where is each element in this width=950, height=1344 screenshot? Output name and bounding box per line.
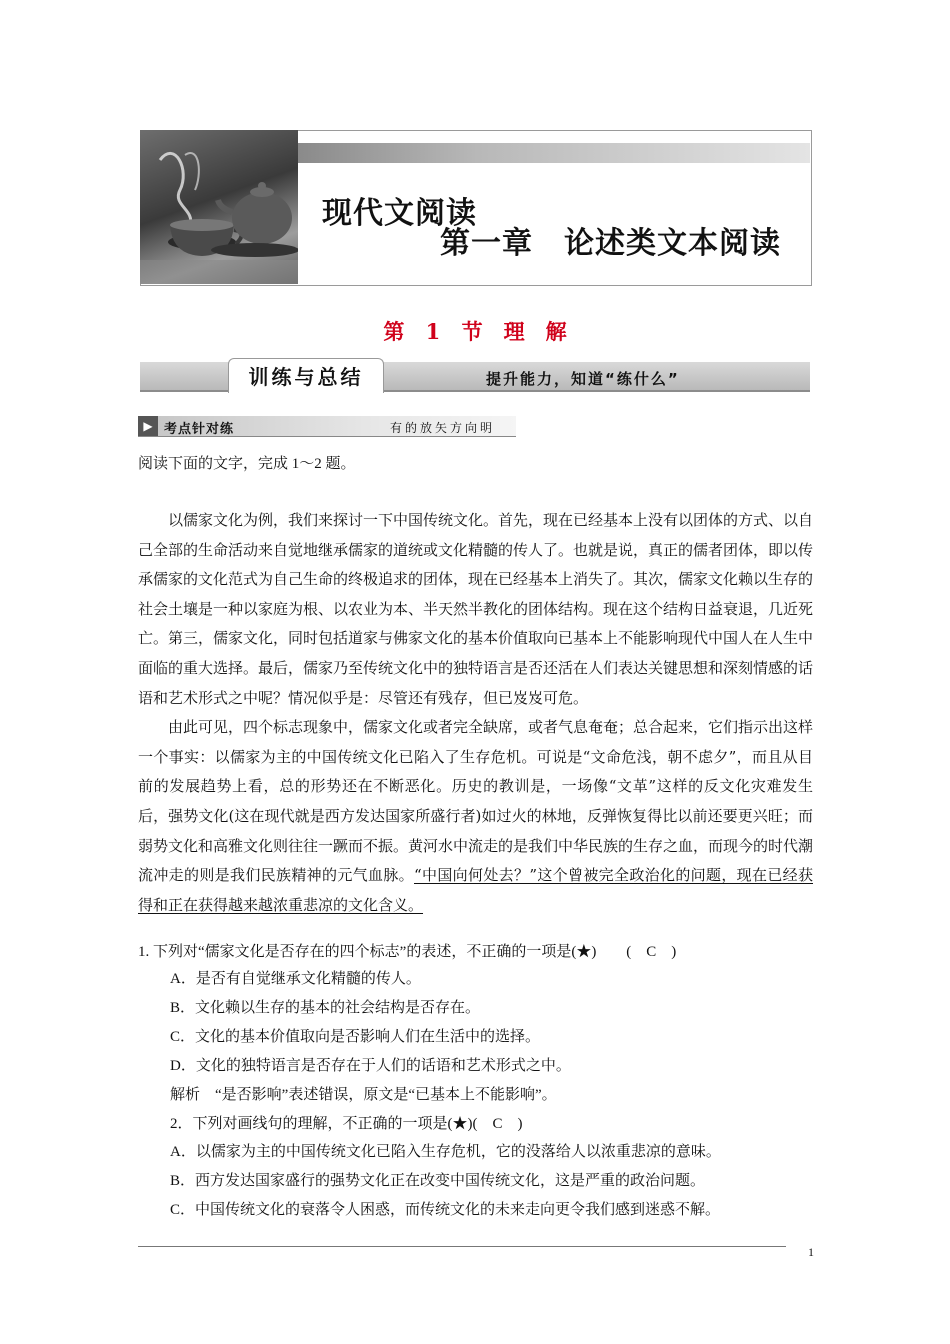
point-bar-subtitle: 有的放矢方向明 bbox=[390, 421, 496, 435]
question-1-option-a: A．是否有自觉继承文化精髓的传人。 bbox=[170, 971, 421, 987]
footer-divider bbox=[138, 1246, 786, 1247]
question-1-option-c: C．文化的基本价值取向是否影响人们在生活中的选择。 bbox=[170, 1029, 541, 1045]
training-subtitle: 提升能力，知道“练什么” bbox=[486, 370, 680, 388]
question-2-option-a: A．以儒家为主的中国传统文化已陷入生存危机，它的没落给人以浓重悲凉的意味。 bbox=[170, 1144, 721, 1160]
section-title: 第 1 节 理 解 bbox=[383, 319, 567, 344]
question-2-stem: 2．下列对画线句的理解，不正确的一项是(★)( C ) bbox=[170, 1116, 523, 1132]
teapot-photo bbox=[140, 130, 298, 284]
question-1-analysis: 解析 “是否影响”表述错误，原文是“已基本上不能影响”。 bbox=[170, 1087, 557, 1103]
question-1-option-d: D．文化的独特语言是否存在于人们的话语和艺术形式之中。 bbox=[170, 1058, 571, 1074]
question-1-option-b: B．文化赖以生存的基本的社会结构是否存在。 bbox=[170, 1000, 481, 1016]
point-bar-label: 考点针对练 bbox=[164, 422, 235, 437]
page-number: 1 bbox=[808, 1245, 814, 1259]
training-tab-label: 训练与总结 bbox=[228, 358, 384, 393]
part-title: 现代文阅读 bbox=[322, 196, 477, 231]
banner-gradient-strip bbox=[298, 143, 810, 163]
question-2-option-b: B．西方发达国家盛行的强势文化正在改变中国传统文化，这是严重的政治问题。 bbox=[170, 1173, 706, 1189]
passage-paragraph-1: 以儒家文化为例，我们来探讨一下中国传统文化。首先，现在已经基本上没有以团体的方式、以自己全部的生命活动来自觉地继承儒家的道统或文化精髓的传人了。也就是说，真正的儒者团体，即以传承儒家的文化范式为自己生命的终极追求的团体，现在已经基本上消失了。其次，儒家文化赖以生存的社会土壤是一种以家庭为根、以农业为本、半天然半教化的团体结构。现在这个结构日益衰退，几近死亡。第三，儒家文化，同时包括道家与佛家文化的基本价值取向已基本上不能影响现代中国人在人生中面临的重大选择。最后，儒家乃至传统文化中的独特语言是否还活在人们表达关键思想和深刻情感的话语和艺术形式之中呢？情况似乎是：尽管还有残存，但已岌岌可危。 bbox=[138, 511, 814, 707]
reading-passage bbox=[138, 506, 813, 920]
play-arrow-icon: ▶ bbox=[138, 416, 158, 436]
question-2-option-c: C．中国传统文化的衰落令人困惑，而传统文化的未来走向更令我们感到迷惑不解。 bbox=[170, 1202, 721, 1218]
passage-paragraph-2-text: 由此可见，四个标志现象中，儒家文化或者完全缺席，或者气息奄奄；总合起来，它们指示出这样一个事实：以儒家为主的中国传统文化已陷入了生存危机。可说是“文命危浅，朝不虑夕”，而且从目前的发展趋势上看，总的形势还在不断恶化。历史的教训是，一场像“文革”这样的反文化灾难发生后，强势文化(这在现代就是西方发达国家所盛行者)如过火的林地，反弹恢复得比以前还要更兴旺；而弱势文化和高雅文化则往往一蹶而不振。黄河水中流走的是我们中华民族的生存之血，而现今的时代潮流冲走的则是我们民族精神的元气血脉。 bbox=[138, 718, 814, 885]
reading-instruction: 阅读下面的文字，完成 1～2 题。 bbox=[138, 456, 356, 472]
underlined-sentence: “中国向何处去？”这个曾被完全政治化的问题，现在已经获得和正在获得越来越浓重悲凉的文化含义。 bbox=[138, 866, 813, 914]
question-1-stem: 1. 下列对“儒家文化是否存在的四个标志”的表述，不正确的一项是(★) ( C ) bbox=[138, 944, 677, 960]
passage-paragraph-2 bbox=[138, 713, 813, 920]
chapter-title: 第一章 论述类文本阅读 bbox=[440, 226, 781, 261]
